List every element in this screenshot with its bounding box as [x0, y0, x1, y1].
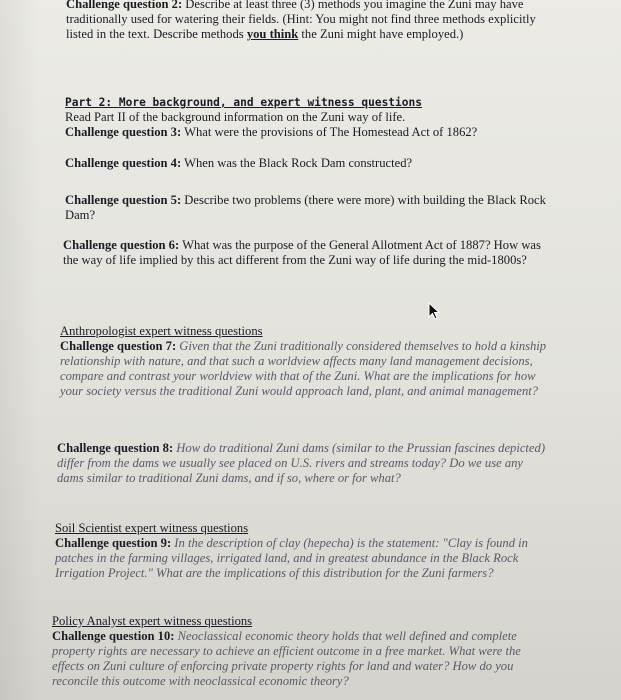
anthropologist-section [60, 324, 610, 399]
page-shadow [0, 0, 40, 700]
q8-text-2: differ from the dams we usually see placed on U.S. rivers and streams today? Do we use any [57, 456, 524, 470]
q10-text-2: property rights are necessary to achieve an efficient outcome in a free market. What were the [52, 644, 521, 658]
q4-text: When was the Black Rock Dam constructed? [181, 156, 413, 170]
q7-text-2: relationship with nature, and that such a worldview affects many land management decisions, [60, 354, 533, 368]
q10-label: Challenge question 10: [52, 629, 175, 643]
q3-text: What were the provisions of The Homestead Act of 1862? [181, 125, 478, 139]
q10-text-4: reconcile this outcome with neoclassical economic theory? [52, 674, 349, 688]
mouse-cursor-icon [426, 302, 442, 320]
q7-text-3: compare and contrast your worldview with that of the Zuni. What are the implications for how [60, 369, 536, 383]
q7-label: Challenge question 7: [60, 339, 177, 353]
q5-label: Challenge question 5: [65, 193, 182, 207]
q8-label: Challenge question 8: [57, 441, 174, 455]
q6-text-1: What was the purpose of the General Allotment Act of 1887? How was [179, 238, 541, 252]
q10-text-3: effects on Zuni culture of enforcing private property rights for land and water? How do you [52, 659, 514, 673]
q8-text-1: How do traditional Zuni dams (similar to the Prussian fascines depicted) [173, 441, 546, 455]
q6-text-2: the way of life implied by this act different from the Zuni way of life during the mid-1800s? [63, 253, 527, 267]
q2-emphasis: you think [246, 27, 299, 41]
anthropologist-heading: Anthropologist expert witness questions [60, 324, 263, 338]
part2-heading: Part 2: More background, and expert witness questions [65, 96, 422, 109]
part2-section [65, 95, 605, 140]
q8-text-3: dams similar to traditional Zuni dams, and if so, where or for what? [57, 471, 401, 485]
q10-text-1: Neoclassical economic theory holds that well defined and complete [174, 629, 517, 643]
challenge-question-6 [63, 238, 608, 268]
challenge-question-5 [65, 193, 605, 223]
q9-text-3: Irrigation Project." What are the implications of this distribution for the Zuni farmers? [55, 566, 494, 580]
q2-line2: traditionally used for watering their fields. (Hint: You might not find three methods explicitly [66, 12, 536, 26]
soil-scientist-section [55, 521, 610, 581]
part2-read-instruction: Read Part II of the background information on the Zuni way of life. [65, 110, 406, 124]
q5-text-1: Describe two problems (there were more) with building the Black Rock [181, 193, 546, 207]
q2-label: Challenge question 2: [66, 0, 183, 11]
q4-label: Challenge question 4: [65, 156, 182, 170]
q2-line3b: the Zuni might have employed.) [298, 27, 464, 41]
q9-label: Challenge question 9: [55, 536, 172, 550]
q2-line1: Describe at least three (3) methods you imagine the Zuni may have [182, 0, 524, 11]
q2-line3a: listed in the text. Describe methods [66, 27, 247, 41]
q7-text-4: your society versus the traditional Zuni would approach land, plant, and animal management? [60, 384, 539, 398]
q9-text-2: patches in the farming villages, irrigated land, and in greatest abundance in the Black Rock [55, 551, 519, 565]
q7-text-1: Given that the Zuni traditionally considered themselves to hold a kinship [176, 339, 547, 353]
q5-text-2: Dam? [65, 208, 96, 222]
challenge-question-2 [66, 0, 606, 42]
challenge-question-8 [57, 441, 612, 486]
q9-text-1: In the description of clay (hepecha) is the statement: "Clay is found in [171, 536, 528, 550]
policy-analyst-section [52, 614, 612, 689]
q6-label: Challenge question 6: [63, 238, 180, 252]
soil-scientist-heading: Soil Scientist expert witness questions [55, 521, 249, 535]
challenge-question-4 [65, 156, 605, 171]
policy-analyst-heading: Policy Analyst expert witness questions [52, 614, 253, 628]
q3-label: Challenge question 3: [65, 125, 182, 139]
